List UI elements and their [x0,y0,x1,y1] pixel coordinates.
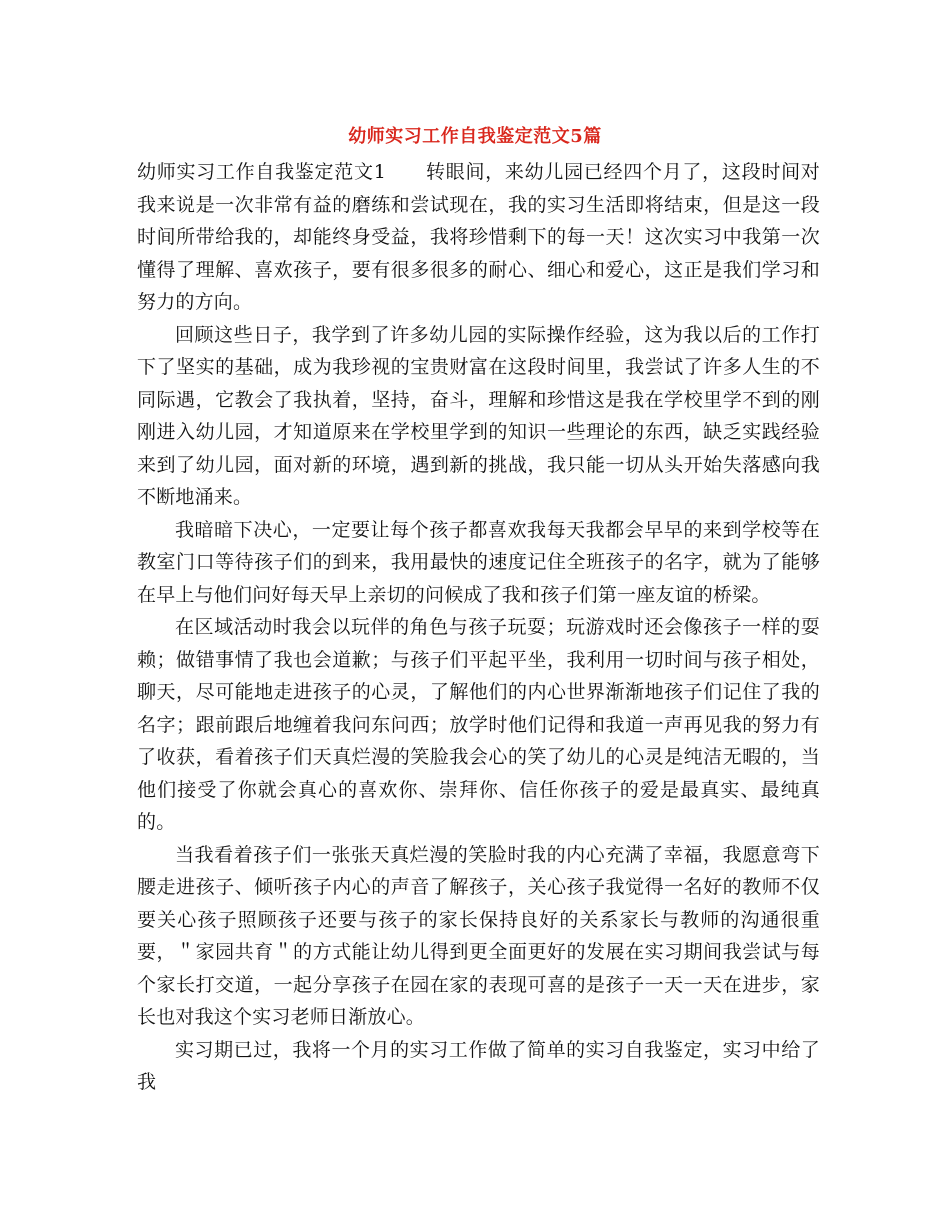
document-title: 幼师实习工作自我鉴定范文5篇 [348,126,602,147]
paragraph-1: 幼师实习工作自我鉴定范文1 转眼间，来幼儿园已经四个月了，这段时间对我来说是一次非常有益的磨练和尝试现在，我的实习生活即将结束，但是这一段时间所带给我的，却能终身受益，我将珍惜剩下的每一天！这次实习中我第一次懂得了理解、喜欢孩子，要有很多很多的耐心、细心和爱心，这正是我们学习和努力的方向。 [137,161,820,313]
paragraph-6: 实习期已过，我将一个月的实习工作做了简单的实习自我鉴定，实习中给了我 [137,1038,820,1093]
paragraph-2: 回顾这些日子，我学到了许多幼儿园的实际操作经验，这为我以后的工作打下了坚实的基础，成为我珍视的宝贵财富在这段时间里，我尝试了许多人生的不同际遇，它教会了我执着，坚持，奋斗，理解和珍惜这是我在学校里学不到的刚刚进入幼儿园，才知道原来在学校里学到的知识一些理论的东西，缺乏实践经验来到了幼儿园，面对新的环境，遇到新的挑战，我只能一切从头开始失落感向我不断地涌来。 [137,323,820,508]
paragraph-3: 我暗暗下决心，一定要让每个孩子都喜欢我每天我都会早早的来到学校等在教室门口等待孩子们的到来，我用最快的速度记住全班孩子的名字，就为了能够在早上与他们问好每天早上亲切的问候成了我和孩子们第一座友谊的桥梁。 [137,518,820,606]
paragraph-4: 在区域活动时我会以玩伴的角色与孩子玩耍；玩游戏时还会像孩子一样的耍赖；做错事情了我也会道歉；与孩子们平起平坐，我利用一切时间与孩子相处，聊天，尽可能地走进孩子的心灵，了解他们的内心世界渐渐地孩子们记住了我的名字；跟前跟后地缠着我问东问西；放学时他们记得和我道一声再见我的努力有了收获，看着孩子们天真烂漫的笑脸我会心的笑了幼儿的心灵是纯洁无暇的，当他们接受了你就会真心的喜欢你、崇拜你、信任你孩子的爱是最真实、最纯真的。 [137,616,820,833]
document-body [137,156,820,1099]
paragraph-5: 当我看着孩子们一张张天真烂漫的笑脸时我的内心充满了幸福，我愿意弯下腰走进孩子、倾听孩子内心的声音了解孩子，关心孩子我觉得一名好的教师不仅要关心孩子照顾孩子还要与孩子的家长保持良好的关系家长与教师的沟通很重要，＂家园共育＂的方式能让幼儿得到更全面更好的发展在实习期间我尝试与每个家长打交道，一起分享孩子在园在家的表现可喜的是孩子一天一天在进步，家长也对我这个实习老师日渐放心。 [137,843,820,1028]
